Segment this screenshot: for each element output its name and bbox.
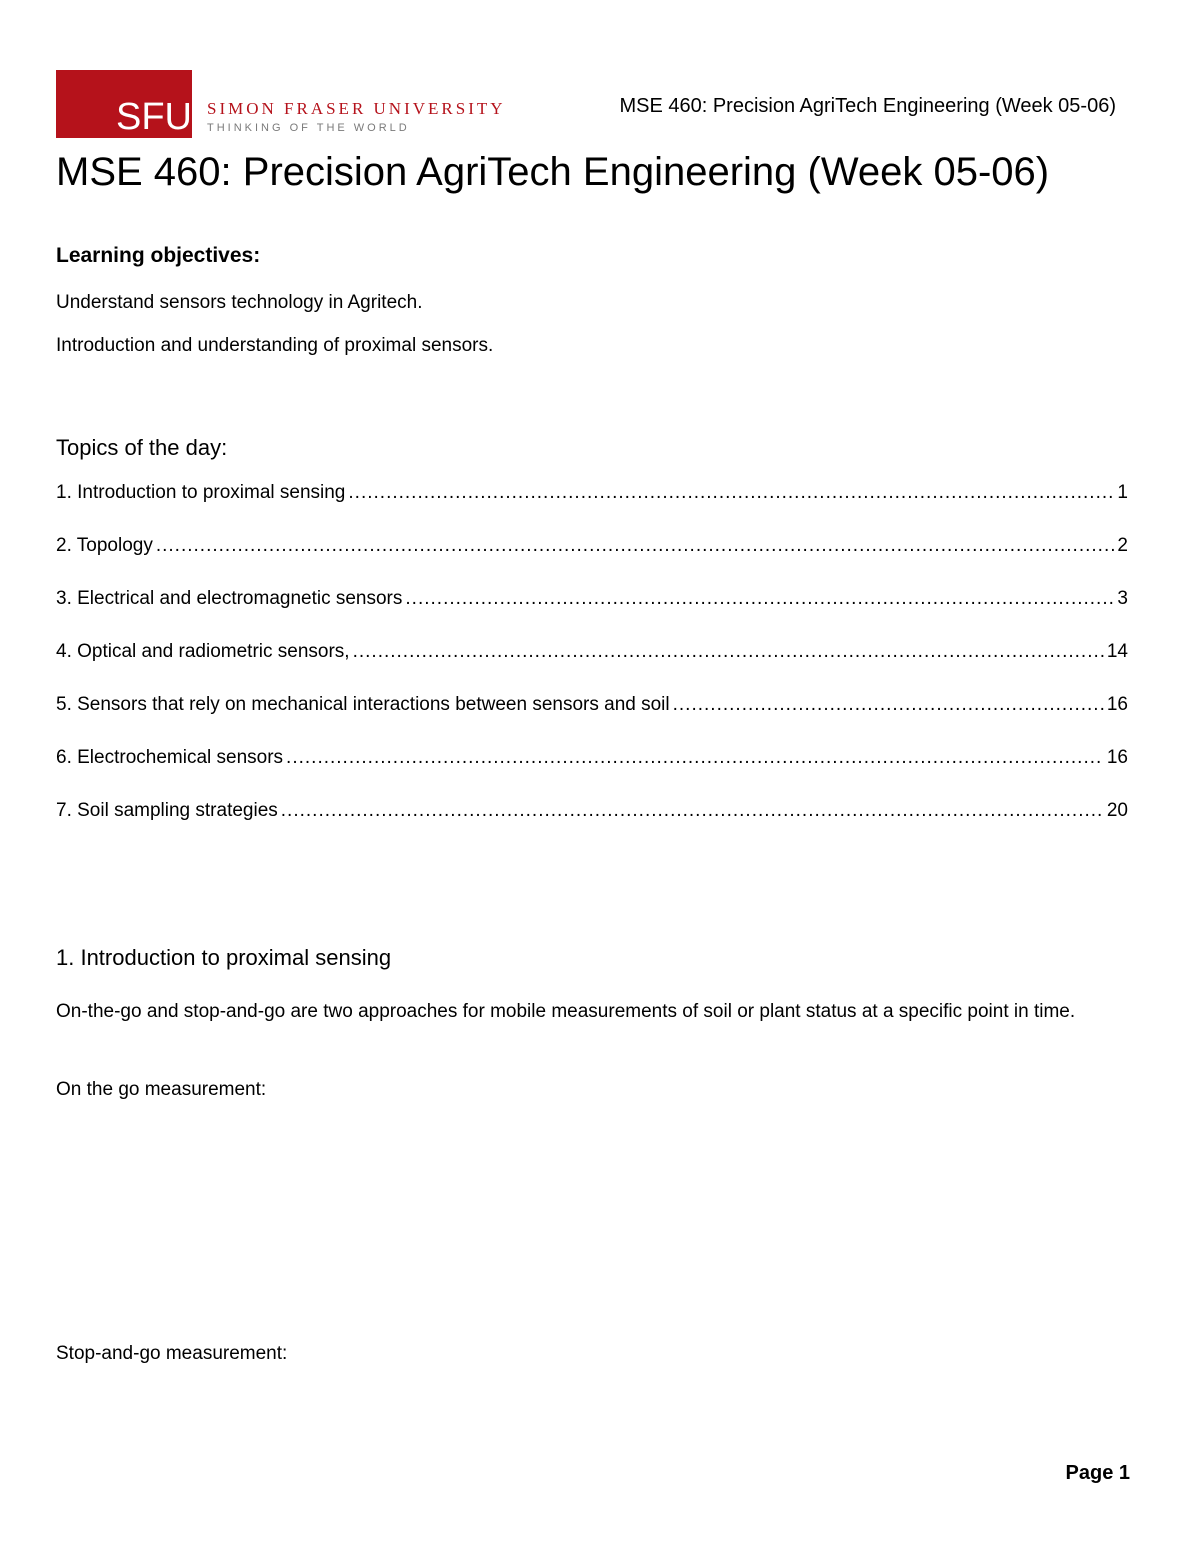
objective-item: Understand sensors technology in Agritech. (56, 292, 423, 313)
table-of-contents (56, 482, 1128, 853)
running-header: MSE 460: Precision AgriTech Engineering (Week 05-06) (619, 95, 1116, 117)
toc-entry[interactable] (56, 535, 1128, 588)
sfu-logo (56, 70, 526, 138)
logo-university-name: SIMON FRASER UNIVERSITY (207, 99, 506, 118)
logo-red-block (56, 70, 192, 138)
toc-leader-dots (353, 641, 1104, 663)
toc-entry-page: 20 (1106, 800, 1128, 821)
on-the-go-label: On the go measurement: (56, 1079, 267, 1100)
section-heading: 1. Introduction to proximal sensing (56, 945, 392, 970)
toc-entry[interactable] (56, 800, 1128, 853)
toc-entry-title: 6. Electrochemical sensors (56, 747, 284, 768)
stop-and-go-label: Stop-and-go measurement: (56, 1343, 288, 1364)
page-number: Page 1 (1065, 1462, 1130, 1484)
toc-leader-dots (281, 800, 1104, 822)
toc-entry-page: 14 (1106, 641, 1128, 662)
toc-entry-page: 3 (1117, 588, 1128, 609)
document-title: MSE 460: Precision AgriTech Engineering (Week 05-06) (56, 150, 1050, 194)
toc-leader-dots (405, 588, 1114, 610)
logo-tagline: THINKING OF THE WORLD (207, 122, 410, 134)
objectives-heading: Learning objectives: (56, 244, 261, 267)
toc-entry[interactable] (56, 588, 1128, 641)
toc-entry[interactable] (56, 482, 1128, 535)
toc-leader-dots (348, 482, 1114, 504)
toc-entry-page: 1 (1117, 482, 1128, 503)
toc-entry-title: 4. Optical and radiometric sensors, (56, 641, 350, 662)
toc-entry-title: 3. Electrical and electromagnetic sensors (56, 588, 403, 609)
toc-leader-dots (673, 694, 1104, 716)
logo-abbreviation: SFU (116, 96, 192, 138)
toc-entry-page: 16 (1106, 694, 1128, 715)
toc-entry-title: 5. Sensors that rely on mechanical interactions between sensors and soil (56, 694, 670, 715)
toc-entry-page: 16 (1106, 747, 1128, 768)
body-paragraph: On-the-go and stop-and-go are two approaches for mobile measurements of soil or plant status at a specific point in time. (56, 1001, 1076, 1022)
toc-leader-dots (286, 747, 1104, 769)
toc-entry-title: 7. Soil sampling strategies (56, 800, 278, 821)
toc-entry[interactable] (56, 641, 1128, 694)
toc-entry-page: 2 (1117, 535, 1128, 556)
topics-heading: Topics of the day: (56, 435, 228, 460)
toc-entry[interactable] (56, 747, 1128, 800)
toc-entry-title: 2. Topology (56, 535, 153, 556)
toc-leader-dots (156, 535, 1115, 557)
toc-entry-title: 1. Introduction to proximal sensing (56, 482, 346, 503)
objective-item: Introduction and understanding of proximal sensors. (56, 335, 494, 356)
toc-entry[interactable] (56, 694, 1128, 747)
